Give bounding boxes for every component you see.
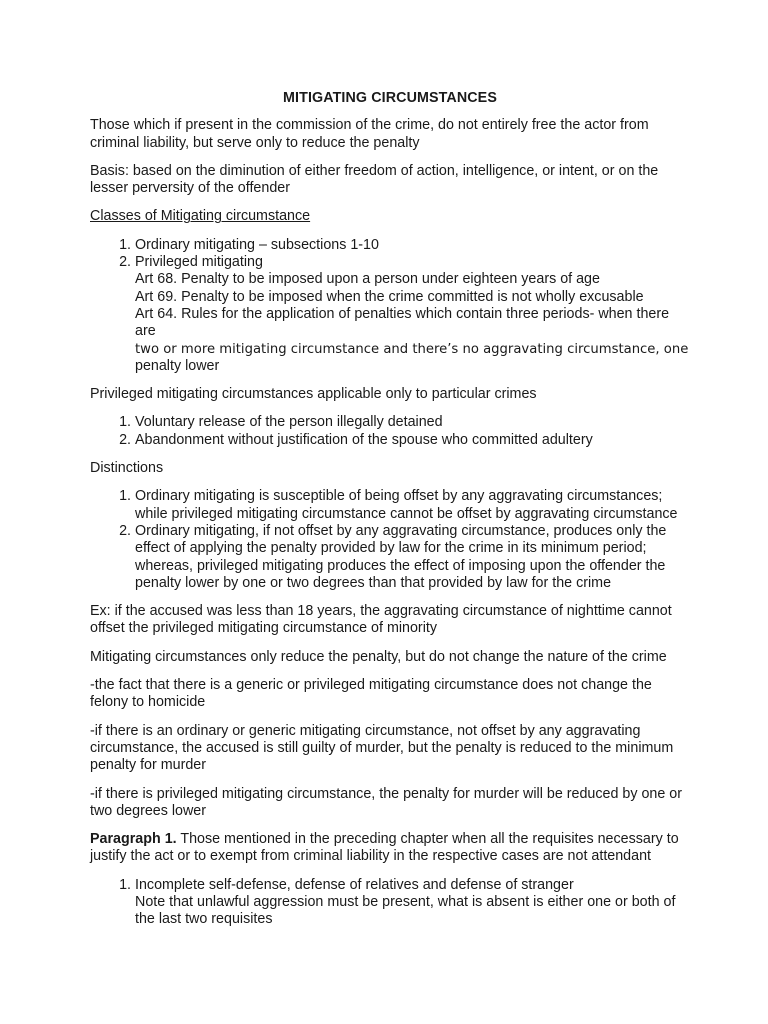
classes-list xyxy=(90,237,690,375)
article-68-text: Art 68. Penalty to be imposed upon a person under eighteen years of age xyxy=(135,271,600,288)
definition-paragraph: Those which if present in the commission of the crime, do not entirely free the actor from criminal liability, but serve only to reduce the penalty xyxy=(90,117,649,151)
list-item-text: 1. Incomplete self-defense, defense of relatives and defense of stranger xyxy=(135,876,574,893)
list-item-text: 2. Privileged mitigating xyxy=(135,254,263,271)
privileged-heading: Privileged mitigating circumstances applicable only to particular crimes xyxy=(90,386,537,403)
list-item: 2. Abandonment without justification of the spouse who committed adultery xyxy=(135,432,690,449)
distinctions-heading: Distinctions xyxy=(90,460,164,477)
note-paragraph: -if there is an ordinary or generic mitigating circumstance, not offset by any aggravating circumstance, the accused is still guilty of murder, but the penalty is reduced to the minimum penalty for murder xyxy=(90,722,674,774)
list-item: 1. Ordinary mitigating is susceptible of being offset by any aggravating circumstances; while privileged mitigating circumstance cannot be offset by aggravating circumstance xyxy=(135,488,690,523)
basis-paragraph: Basis: based on the diminution of either freedom of action, intelligence, or intent, or on the lesser perversity of the offender xyxy=(90,162,659,197)
article-64-text-continued: two or more mitigating circumstance and there’s no aggravating circumstance, one xyxy=(135,341,689,357)
classes-heading: Classes of Mitigating circumstance xyxy=(90,208,311,225)
privileged-list xyxy=(90,414,690,449)
example-paragraph: Ex: if the accused was less than 18 years, the aggravating circumstance of nighttime cannot offset the privileged mitigating circumstance of minority xyxy=(90,603,672,637)
list-item-text: Ordinary mitigating – subsections 1-10 xyxy=(135,236,379,253)
list-item: 1. Voluntary release of the person illegally detained xyxy=(135,414,690,431)
list-item: 2. Ordinary mitigating, if not offset by any aggravating circumstance, produces only the effect of applying the penalty provided by law for the crime in its minimum period; whereas, privileged mitigating produces the effect of imposing upon the offender the penalty lower by one or two degrees than that provided by law for the crime xyxy=(135,523,690,592)
paragraph-1 xyxy=(90,831,690,866)
paragraph-1-text: Those mentioned in the preceding chapter when all the requisites necessary to justify the act or to exempt from criminal liability in the respective cases are not attendant xyxy=(90,831,679,865)
article-64-text: Art 64. Rules for the application of penalties which contain three periods- when there are xyxy=(135,305,670,340)
list-item-note: Note that unlawful aggression must be present, what is absent is either one or both of the last two requisites xyxy=(135,893,676,928)
list-item xyxy=(135,237,690,254)
article-69-text: Art 69. Penalty to be imposed when the crime committed is not wholly excusable xyxy=(135,288,644,305)
reduce-note-paragraph: Mitigating circumstances only reduce the penalty, but do not change the nature of the crime xyxy=(90,648,667,665)
note-paragraph: -the fact that there is a generic or privileged mitigating circumstance does not change the felony to homicide xyxy=(90,677,652,711)
list-item xyxy=(135,877,690,929)
paragraph-1-list xyxy=(90,877,690,929)
list-item xyxy=(135,254,690,375)
paragraph-1-label: Paragraph 1. xyxy=(90,831,177,848)
document-page xyxy=(90,90,690,940)
distinctions-list xyxy=(90,488,690,592)
note-paragraph: -if there is privileged mitigating circumstance, the penalty for murder will be reduced by one or two degrees lower xyxy=(90,785,683,819)
article-64-text-end: penalty lower xyxy=(135,357,220,374)
page-title: MITIGATING CIRCUMSTANCES xyxy=(283,90,497,106)
